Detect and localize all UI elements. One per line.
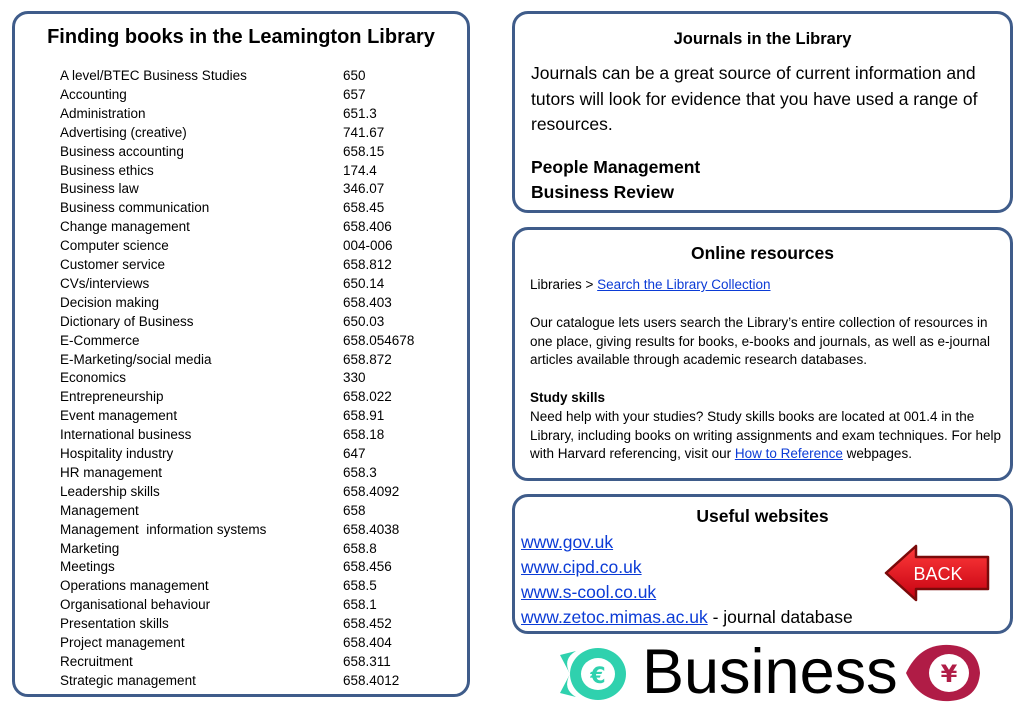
book-row xyxy=(60,614,460,633)
study-skills-body: Need help with your studies? Study skills books are located at 001.4 in the Library, including books on writing assignments and exam techniques. For help with Harvard referencing, visit our xyxy=(530,409,1002,462)
svg-text:¥: ¥ xyxy=(940,660,958,688)
book-classmark: 658.1 xyxy=(343,597,377,613)
book-row xyxy=(60,217,460,236)
journal-item: People Management xyxy=(531,157,701,177)
book-row xyxy=(60,539,460,558)
book-subject: Management information systems xyxy=(60,521,267,537)
book-classmark: 658.4092 xyxy=(343,483,400,499)
book-row xyxy=(60,576,460,595)
book-classmark: 658.3 xyxy=(343,464,377,480)
book-row xyxy=(60,104,460,123)
book-row xyxy=(60,236,460,255)
zetoc-note: - journal database xyxy=(707,607,853,627)
book-classmark: 658.8 xyxy=(343,540,377,556)
cipd-link[interactable]: www.cipd.co.uk xyxy=(521,557,642,577)
journals-panel xyxy=(512,11,1013,213)
book-classmark: 658.812 xyxy=(343,257,392,272)
book-subject: Administration xyxy=(60,105,146,121)
book-classmark: 658.022 xyxy=(343,389,392,405)
book-subject: Decision making xyxy=(60,294,160,310)
book-classmark: 658.456 xyxy=(343,559,392,575)
book-subject: Operations management xyxy=(60,578,209,594)
journal-item: Business Review xyxy=(531,182,674,202)
book-row xyxy=(60,293,460,312)
book-classmark: 650.14 xyxy=(343,275,385,291)
book-row xyxy=(60,444,460,463)
book-subject: Computer science xyxy=(60,238,169,254)
book-subject: Strategic management xyxy=(60,672,196,688)
book-subject: Project management xyxy=(60,635,185,650)
book-classmark: 658.91 xyxy=(343,408,385,424)
svg-text:€: € xyxy=(590,664,606,689)
book-row xyxy=(60,198,460,217)
book-subject: Business accounting xyxy=(60,143,184,159)
book-classmark: 658.404 xyxy=(343,635,392,650)
book-classmark: 658.452 xyxy=(343,616,392,632)
book-classmark: 647 xyxy=(343,446,366,461)
book-subject: Business communication xyxy=(60,200,210,216)
study-skills-text xyxy=(530,408,1008,464)
book-subject: Change management xyxy=(60,219,190,235)
book-subject: CVs/interviews xyxy=(60,275,150,291)
books-panel xyxy=(12,11,470,697)
search-library-link[interactable]: Search the Library Collection xyxy=(597,277,771,292)
book-classmark: 650 xyxy=(343,68,366,83)
book-subject: Recruitment xyxy=(60,653,133,669)
book-subject: Accounting xyxy=(60,86,127,102)
book-row xyxy=(60,387,460,406)
study-skills-heading: Study skills xyxy=(530,390,606,405)
book-subject: Leadership skills xyxy=(60,483,160,499)
book-subject: E-Commerce xyxy=(60,332,140,348)
book-row xyxy=(60,85,460,104)
journals-text: Journals can be a great source of current information and tutors will look for evidence that you have used a range of resources. xyxy=(531,63,978,134)
book-classmark: 657 xyxy=(343,86,366,102)
book-row xyxy=(60,123,460,142)
book-subject: Advertising (creative) xyxy=(60,124,187,140)
breadcrumb xyxy=(530,276,1008,295)
book-classmark: 658.18 xyxy=(343,427,385,443)
book-classmark: 741.67 xyxy=(343,124,385,140)
how-to-reference-link[interactable]: How to Reference xyxy=(734,446,843,462)
book-subject: A level/BTEC Business Studies xyxy=(60,68,247,83)
book-row xyxy=(60,331,460,350)
catalogue-text: Our catalogue lets users search the Library’s entire collection of resources in one place, giving results for books, e-books and journals, as well as e-journal articles available through academic research databases. xyxy=(530,315,991,368)
book-subject: HR management xyxy=(60,464,163,480)
book-row xyxy=(60,274,460,293)
book-row xyxy=(60,425,460,444)
online-resources-panel xyxy=(512,227,1013,481)
book-row xyxy=(60,633,460,652)
book-classmark: 658.054678 xyxy=(343,332,415,348)
book-subject: Organisational behaviour xyxy=(60,597,211,613)
book-row xyxy=(60,142,460,161)
book-classmark: 658.406 xyxy=(343,219,392,235)
book-subject: Hospitality industry xyxy=(60,446,174,461)
book-row xyxy=(60,312,460,331)
book-subject: Presentation skills xyxy=(60,616,169,632)
book-row xyxy=(60,671,460,690)
zetoc-link[interactable]: www.zetoc.mimas.ac.uk xyxy=(521,607,708,627)
book-classmark: 658.403 xyxy=(343,294,392,310)
book-classmark: 658 xyxy=(343,502,366,518)
book-subject: E-Marketing/social media xyxy=(60,351,212,367)
book-row xyxy=(60,595,460,614)
book-classmark: 650.03 xyxy=(343,313,385,329)
book-row xyxy=(60,482,460,501)
study-skills-suffix: webpages. xyxy=(842,446,912,462)
online-title: Online resources xyxy=(691,243,834,263)
s-cool-link[interactable]: www.s-cool.co.uk xyxy=(521,582,657,602)
book-row xyxy=(60,557,460,576)
book-subject: Customer service xyxy=(60,257,166,272)
book-subject: International business xyxy=(60,427,192,443)
book-subject: Business law xyxy=(60,181,139,197)
books-title: Finding books in the Leamington Library xyxy=(47,26,435,48)
book-subject: Event management xyxy=(60,408,178,424)
book-classmark: 004-006 xyxy=(343,238,393,254)
book-row xyxy=(60,161,460,180)
book-row xyxy=(60,255,460,274)
book-subject: Economics xyxy=(60,370,127,386)
book-classmark: 658.15 xyxy=(343,143,385,159)
book-classmark: 658.5 xyxy=(343,578,377,594)
book-classmark: 658.45 xyxy=(343,200,385,216)
book-row xyxy=(60,350,460,369)
book-subject: Business ethics xyxy=(60,162,154,178)
book-row xyxy=(60,520,460,539)
yen-coin-icon xyxy=(902,641,982,705)
book-classmark: 658.4038 xyxy=(343,521,400,537)
breadcrumb-prefix: Libraries > xyxy=(530,277,598,292)
journals-title: Journals in the Library xyxy=(673,30,852,48)
business-heading: Business xyxy=(642,637,898,707)
euro-coin-icon xyxy=(558,645,628,703)
book-classmark: 658.4012 xyxy=(343,672,400,688)
gov-uk-link[interactable]: www.gov.uk xyxy=(521,532,614,552)
book-classmark: 346.07 xyxy=(343,181,385,197)
book-subject: Meetings xyxy=(60,559,115,575)
back-button[interactable] xyxy=(882,542,992,604)
book-classmark: 658.872 xyxy=(343,351,392,367)
book-subject: Entrepreneurship xyxy=(60,389,164,405)
book-subject: Dictionary of Business xyxy=(60,313,194,329)
book-row xyxy=(60,463,460,482)
book-row xyxy=(60,652,460,671)
book-row xyxy=(60,179,460,198)
book-row xyxy=(60,368,460,387)
book-classmark: 658.311 xyxy=(343,653,391,669)
websites-title: Useful websites xyxy=(696,506,829,526)
book-classmark: 651.3 xyxy=(343,105,377,121)
book-classmark: 330 xyxy=(343,370,366,386)
book-row xyxy=(60,406,460,425)
book-subject: Management xyxy=(60,502,139,518)
book-row xyxy=(60,501,460,520)
back-label[interactable]: BACK xyxy=(913,564,963,584)
book-subject: Marketing xyxy=(60,540,120,556)
book-classmark: 174.4 xyxy=(343,162,377,178)
book-row xyxy=(60,66,460,85)
